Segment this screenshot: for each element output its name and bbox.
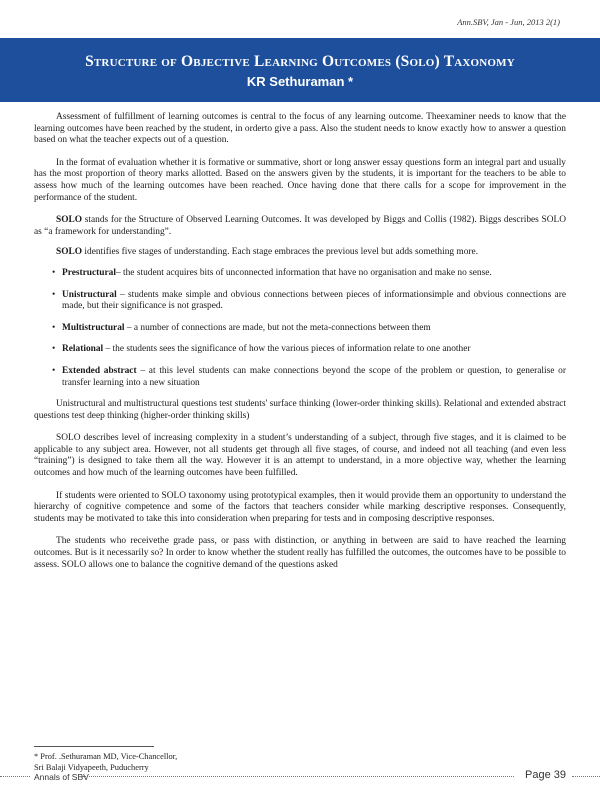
journal-reference: Ann.SBV, Jan - Jun, 2013 2(1) bbox=[457, 17, 560, 27]
bullet-icon: • bbox=[52, 322, 56, 333]
paragraph: If students were oriented to SOLO taxonomy using prototypical examples, then it would provide them an opportunity to understand the hierarchy of cognitive competence and some of the factors that teachers consider while marking descriptive responses. Consequently, students may be motivated to take this into consideration when preparing for tests and in composing descriptive responses. bbox=[34, 490, 566, 524]
paragraph bbox=[34, 215, 566, 238]
bullet-icon: • bbox=[52, 365, 56, 376]
page-number: Page 39 bbox=[525, 769, 566, 781]
solo-stages-list bbox=[34, 268, 566, 389]
footer-dotted-rule bbox=[572, 776, 600, 777]
stage-description: – the students sees the significance of how the various pieces of information relate to one another bbox=[103, 344, 471, 355]
list-item bbox=[34, 268, 566, 280]
paragraph-text: stands for the Structure of Observed Learning Outcomes. It was developed by Biggs and Collis (1982). Biggs describes SOLO as “a framework for understanding”. bbox=[34, 215, 566, 237]
stage-term: Relational bbox=[62, 344, 104, 355]
journal-name: Annals of SBV bbox=[34, 772, 89, 782]
paragraph-text: identifies five stages of understanding. Each stage embraces the previous level but adds something more. bbox=[82, 247, 479, 258]
footer-dotted-rule bbox=[82, 776, 514, 777]
footnote-line: * Prof. .Sethuraman MD, Vice-Chancellor, bbox=[34, 752, 178, 761]
page-footer bbox=[0, 765, 600, 787]
author-name: KR Sethuraman * bbox=[246, 74, 354, 89]
stage-term: Prestructural bbox=[62, 267, 116, 278]
paragraph: Unistructural and multistructural questions test students' surface thinking (lower-order thinking skills). Relational and extended abstract questions test deep thinking (higher-order thinking skills) bbox=[34, 399, 566, 421]
list-item bbox=[34, 366, 566, 389]
footnote-line: Sri Balaji Vidyapeeth, Puducherry bbox=[34, 763, 149, 772]
title-banner bbox=[0, 38, 600, 102]
paragraph: In the format of evaluation whether it is formative or summative, short or long answer essay questions form an integral part and usually has the most proportion of theory marks allotted. Based on the answers given by the students, it is important for the teachers to be able to assess how much of the learning outcomes have been reached. Once having done that there calls for a scope for improvement in the performance of the student. bbox=[34, 157, 566, 203]
paragraph: Assessment of fulfillment of learning outcomes is central to the focus of any learning outcome. Theexaminer needs to know that the learning outcomes have been reached by the student, in orderto give a pass. Also the student needs to know exactly how to answer a question based on what the teacher expects out of a question. bbox=[34, 112, 566, 146]
article-body bbox=[34, 112, 566, 582]
solo-term: SOLO bbox=[56, 247, 83, 258]
stage-description: – the student acquires bits of unconnected information that have no organisation and make no sense. bbox=[115, 267, 492, 278]
bullet-icon: • bbox=[52, 267, 56, 278]
paragraph: The students who receivethe grade pass, or pass with distinction, or anything in between are said to have reached the learning outcomes. But is it necessarily so? In order to know whether the student really has fulfilled the outcomes, the outcomes have to be possible to assess. SOLO allows one to balance the cognitive demand of the questions asked bbox=[34, 536, 566, 570]
stage-description: – students make simple and obvious connections between pieces of informationsimple and obvious connections are made, but their significance is not grasped. bbox=[62, 289, 566, 312]
bullet-icon: • bbox=[52, 344, 56, 355]
stage-term: Extended abstract bbox=[62, 365, 137, 376]
article-title: Structure of Objective Learning Outcomes (Solo) Taxonomy bbox=[85, 53, 515, 70]
list-item bbox=[34, 323, 566, 335]
paragraph: SOLO describes level of increasing complexity in a student’s understanding of a subject, through five stages, and it is claimed to be applicable to any subject area. However, not all students get through all five stages, of course, and indeed not all teaching (and even less “training”) is designed to take them all the way. However it is an attempt to understand, in a more objective way, whether the learning outcomes and how much of the learning outcomes have been fulfilled. bbox=[34, 433, 566, 479]
stage-term: Unistructural bbox=[62, 289, 117, 300]
bullet-icon: • bbox=[52, 289, 56, 300]
stage-description: – a number of connections are made, but not the meta-connections between them bbox=[124, 322, 431, 333]
stage-term: Multistructural bbox=[62, 322, 125, 333]
footnote-divider bbox=[34, 746, 154, 747]
stage-description: – at this level students can make connections beyond the scope of the problem or question, to generalise or transfer learning into a new situation bbox=[62, 365, 566, 388]
solo-term: SOLO bbox=[56, 215, 83, 226]
list-item bbox=[34, 290, 566, 313]
paragraph bbox=[34, 247, 566, 259]
footer-dotted-rule bbox=[0, 776, 30, 777]
list-item bbox=[34, 344, 566, 356]
